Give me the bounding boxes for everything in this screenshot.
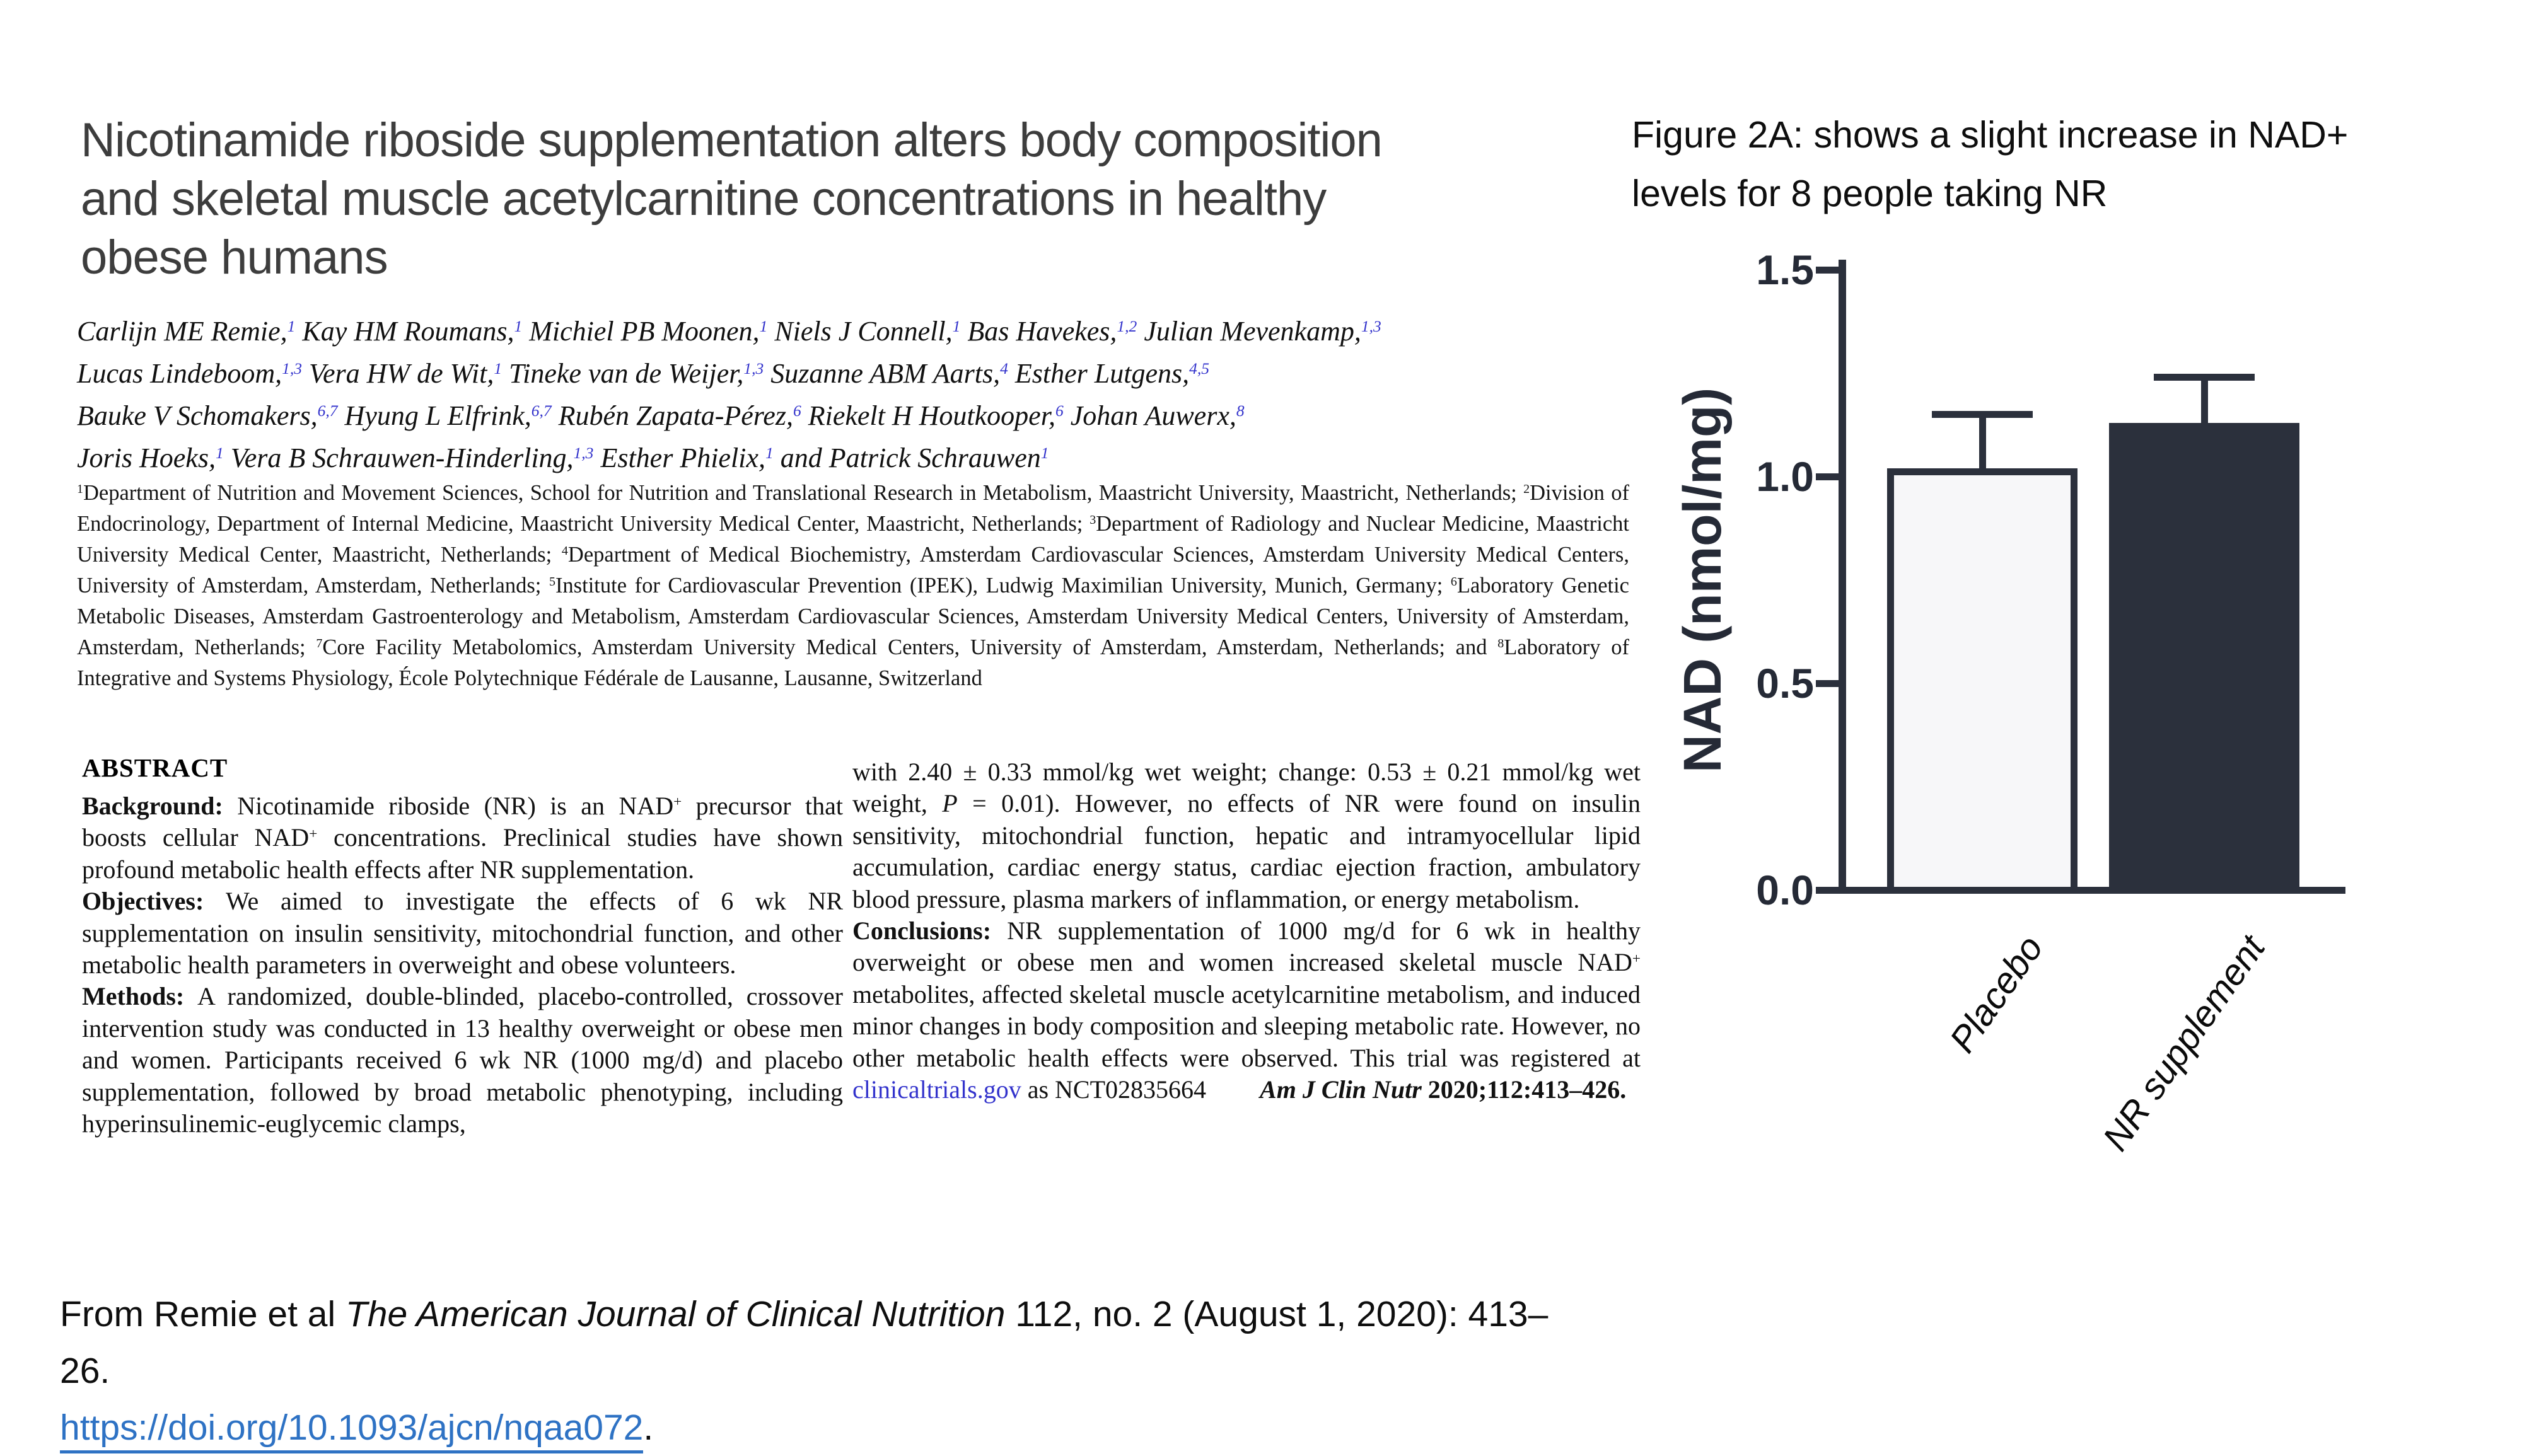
y-tick-label-1.0: 1.0 (1756, 453, 1814, 500)
source-citation (60, 1286, 1573, 1456)
bar-nr-supplement (2109, 423, 2299, 890)
y-tick-label-0.0: 0.0 (1756, 867, 1814, 913)
author-line-4: Joris Hoeks,$^1$ Vera B Schrauwen-Hinderling,$^{1,3}$ Esther Phielix,$^1$ and Patrick Schrauwen$^1$ (77, 442, 1049, 473)
abstract-left-paragraph-3: Methods: A randomized, double-blinded, placebo-controlled, crossover intervention study was conducted in 13 healthy overweight or obese men and women. Participants received 6 wk NR (1000 mg/d) and placebo supplementation, followed by broad metabolic phenotyping, including hyperinsulinemic-euglycemic clamps, (82, 982, 843, 1138)
y-tick-label-0.5: 0.5 (1756, 660, 1814, 707)
paper-affiliations: $^1$Department of Nutrition and Movement Sciences, School for Nutrition and Translational Research in Metabolism, Maastricht University, Maastricht, Netherlands; $^2$Division of Endocrinology, Department of Internal Medicine, Maastricht University Medical Center, Maastricht, Netherlands; $^3$Department of Radiology and Nuclear Medicine, Maastricht University Medical Center, Maastricht, Netherlands; $^4$Department of Medical Biochemistry, Amsterdam Cardiovascular Sciences, Amsterdam University Medical Centers, University of Amsterdam, Amsterdam, Netherlands; $^5$Institute for Cardiovascular Prevention (IPEK), Ludwig Maximilian University, Munich, Germany; $^6$Laboratory Genetic Metabolic Diseases, Amsterdam Gastroenterology and Metabolism, Amsterdam Cardiovascular Sciences, Amsterdam University Medical Centers, University of Amsterdam, Amsterdam, Netherlands; $^7$Core Facility Metabolomics, Amsterdam University Medical Centers, University of Amsterdam, Amsterdam, Netherlands; and $^8$Laboratory of Integrative and Systems Physiology, École Polytechnique Fédérale de Lausanne, Lausanne, Switzerland (77, 481, 1630, 690)
author-line-1: Carlijn ME Remie,$^1$ Kay HM Roumans,$^1$ Michiel PB Moonen,$^1$ Niels J Connell,$^1$ Bas Havekes,$^{1,2}$ Julian Mevenkamp,$^{1,3}$ (77, 316, 1381, 347)
abstract-left-column (82, 790, 843, 1140)
error-bar-stem-nr-supplement (2201, 378, 2208, 425)
y-tick-1.0 (1816, 473, 1839, 480)
x-axis-label-placebo: Placebo (1941, 928, 2052, 1060)
abstract-right-column (852, 756, 1641, 1106)
x-axis-line (1816, 887, 2345, 894)
y-axis-title: NAD (nmol/mg) (1673, 387, 1732, 773)
paper-title-line-1: Nicotinamide riboside supplementation alters body composition (81, 113, 1382, 167)
bar-placebo (1887, 468, 2077, 890)
paper-title (81, 111, 1550, 287)
abstract-right-paragraph-2: Conclusions: NR supplementation of 1000 mg/d for 6 wk in healthy overweight or obese men and women increased skeletal muscle NAD+ metabolites, affected skeletal muscle acetylcarnitine metabolism, and induced minor changes in body composition and sleeping metabolic rate. However, no other metabolic health effects were observed. This trial was registered at clinicaltrials.gov as NCT02835664 Am J Clin Nutr 2020;112:413–426. (852, 916, 1641, 1104)
y-tick-0.5 (1816, 680, 1839, 687)
author-line-3: Bauke V Schomakers,$^{6,7}$ Hyung L Elfrink,$^{6,7}$ Rubén Zapata-Pérez,$^6$ Riekelt H Houtkooper,$^6$ Johan Auwerx,$^8$ (77, 400, 1245, 431)
figure-2a-note (1632, 106, 2514, 223)
abstract-left-paragraph-1: Background: Nicotinamide riboside (NR) is an NAD+ precursor that boosts cellular NAD+ concentrations. Preclinical studies have shown profound metabolic health effects after NR supplementation. (82, 792, 843, 884)
paper-title-line-2: and skeletal muscle acetylcarnitine concentrations in healthy (81, 172, 1327, 226)
abstract-right-paragraph-1: with 2.40 ± 0.33 mmol/kg wet weight; change: 0.53 ± 0.21 mmol/kg wet weight, P = 0.01). However, no effects of NR were found on insulin sensitivity, mitochondrial function, hepatic and intramyocellular lipid accumulation, cardiac energy status, cardiac ejection fraction, ambulatory blood pressure, plasma markers of inflammation, or energy metabolism. (852, 758, 1641, 913)
error-bar-cap-placebo (1932, 411, 2033, 418)
abstract-heading: ABSTRACT (82, 753, 228, 782)
paper-title-line-3: obese humans (81, 231, 388, 284)
y-tick-0.0 (1816, 887, 1839, 894)
clinicaltrials-link[interactable]: clinicaltrials.gov (852, 1075, 1021, 1104)
citation-line-2: https://doi.org/10.1093/ajcn/nqaa072. (60, 1399, 1573, 1456)
y-tick-label-1.5: 1.5 (1756, 246, 1814, 293)
x-axis-label-nr-supplement: NR supplement (2095, 928, 2274, 1158)
citation-line-1: From Remie et al The American Journal of Clinical Nutrition 112, no. 2 (August 1, 2020): 413–26. (60, 1294, 1549, 1391)
figure-note-line-2: levels for 8 people taking NR (1632, 173, 2108, 214)
abstract-left-paragraph-2: Objectives: We aimed to investigate the effects of 6 wk NR supplementation on insulin sensitivity, mitochondrial function, and other metabolic health parameters in overweight and obese volunteers. (82, 887, 844, 979)
paper-authors (77, 310, 1381, 479)
y-tick-1.5 (1816, 267, 1839, 274)
figure-note-line-1: Figure 2A: shows a slight increase in NAD+ (1632, 114, 2349, 156)
error-bar-stem-placebo (1979, 415, 1986, 471)
author-line-2: Lucas Lindeboom,$^{1,3}$ Vera HW de Wit,$^1$ Tineke van de Weijer,$^{1,3}$ Suzanne ABM Aarts,$^4$ Esther Lutgens,$^{4,5}$ (77, 358, 1210, 389)
doi-link[interactable]: https://doi.org/10.1093/ajcn/nqaa072 (60, 1407, 643, 1453)
y-axis-line (1839, 260, 1846, 894)
error-bar-cap-nr-supplement (2154, 374, 2255, 381)
